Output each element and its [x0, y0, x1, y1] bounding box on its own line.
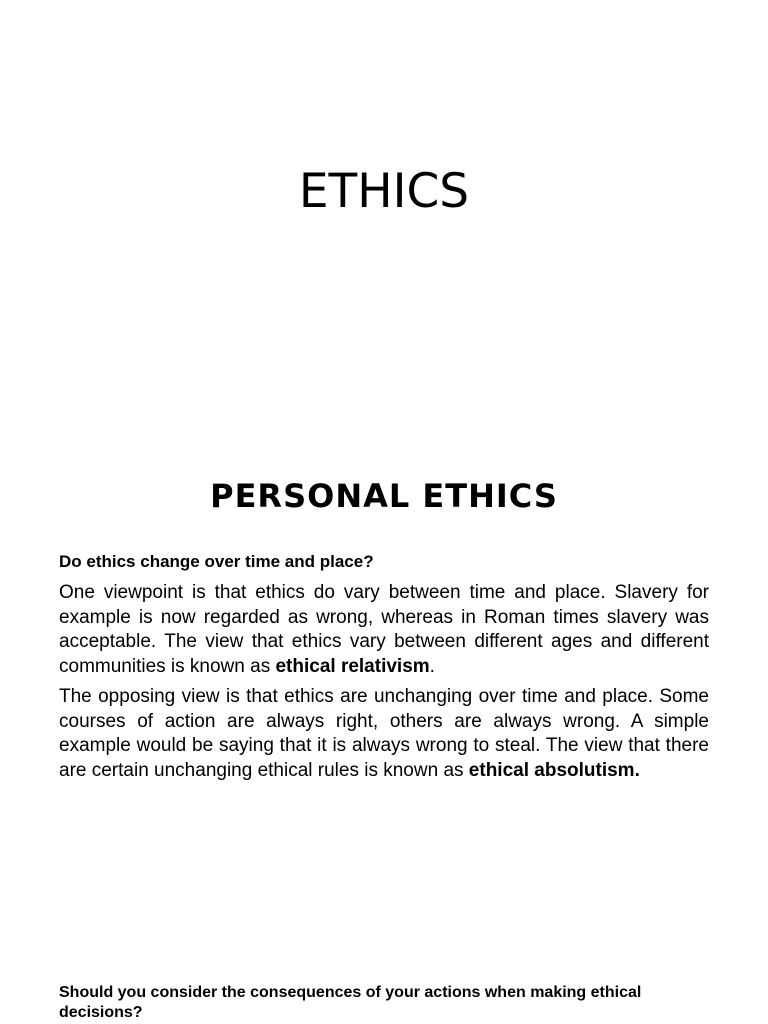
section-heading: PERSONAL ETHICS — [210, 477, 558, 515]
question-heading: Should you consider the consequences of your actions when making ethical decisions? — [59, 984, 642, 1021]
section-body — [59, 551, 709, 783]
document-title: ETHICS — [298, 164, 470, 219]
paragraph-end: . — [429, 655, 435, 677]
term-ethical-relativism: ethical relativism — [275, 655, 430, 677]
question-heading: Do ethics change over time and place? — [59, 552, 374, 571]
term-ethical-absolutism: ethical absolutism. — [468, 759, 640, 781]
paragraph-absolutism — [59, 685, 709, 783]
paragraph-text: The opposing view is that ethics are unchanging over time and place. Some courses of action are always right, others are always wrong. A simple example would be saying that it is always wrong to steal. The view that there are certain unchanging ethical rules is known as — [59, 686, 709, 781]
paragraph-relativism — [59, 581, 709, 679]
paragraph-text: One viewpoint is that ethics do vary between time and place. Slavery for example is now regarded as wrong, whereas in Roman times slavery was acceptable. The view that ethics vary between different ages and different communities is known as — [59, 582, 709, 677]
next-section — [59, 983, 709, 1023]
